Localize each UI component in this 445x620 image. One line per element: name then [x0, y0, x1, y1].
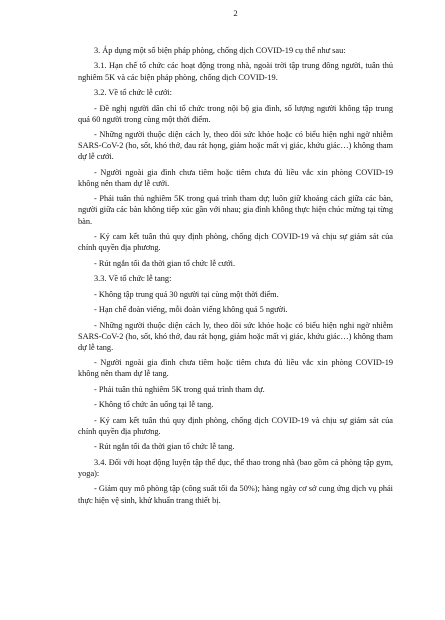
funeral-item-4: - Người ngoài gia đình chưa tiêm hoặc tiêm chưa đủ liều vắc xin phòng COVID-19 không nên tham dự lễ tang. [78, 358, 393, 379]
section-3-3-heading: 3.3. Về tổ chức lễ tang: [94, 274, 172, 284]
wedding-item-2: - Những người thuộc diện cách ly, theo dõi sức khỏe hoặc có biểu hiện nghi ngờ nhiễm SARS-CoV-2 (ho, sốt, khó thở, đau rát họng, giảm hoặc mất vị giác, khứu giác…) không tham dự lễ cưới. [78, 130, 393, 162]
wedding-item-5: - Ký cam kết tuân thủ quy định phòng, chống dịch COVID-19 và chịu sự giám sát của chính quyền địa phương. [78, 232, 393, 253]
funeral-item-6: - Không tổ chức ăn uống tại lễ tang. [94, 400, 214, 410]
funeral-item-1: - Không tập trung quá 30 người tại cùng một thời điểm. [94, 289, 279, 299]
funeral-item-2: - Hạn chế đoàn viếng, mỗi đoàn viếng không quá 5 người. [94, 305, 288, 315]
wedding-item-4: - Phải tuân thủ nghiêm 5K trong quá trình tham dự; luôn giữ khoảng cách giữa các bàn, người giữa các bàn không tiếp xúc gần với nhau; gia đình không thực hiện chúc mừng tại từng bàn. [78, 194, 393, 226]
funeral-item-5: - Phải tuân thủ nghiêm 5K trong quá trình tham dự. [94, 384, 265, 394]
section-3-1: 3.1. Hạn chế tổ chức các hoạt động trong nhà, ngoài trời tập trung đông người, tuân thủ nghiêm 5K và các biện pháp phòng, chống dịch COVID-19. [78, 61, 393, 82]
section-3-heading: 3. Áp dụng một số biện pháp phòng, chống dịch COVID-19 cụ thể như sau: [94, 46, 346, 55]
sports-item-1: - Giảm quy mô phòng tập (công suất tối đa 50%); hàng ngày cơ sở cung ứng dịch vụ phải thực hiện vệ sinh, khử khuẩn trang thiết bị. [78, 484, 393, 505]
wedding-item-1: - Đề nghị người dân chỉ tổ chức trong nội bộ gia đình, số lượng người không tập trung quá 60 người trong cùng một thời điểm. [78, 103, 393, 124]
section-3-2-heading: 3.2. Về tổ chức lễ cưới: [94, 88, 172, 98]
wedding-item-3: - Người ngoài gia đình chưa tiêm hoặc tiêm chưa đủ liều vắc xin phòng COVID-19 không nên tham dự lễ cưới. [78, 167, 393, 188]
funeral-item-8: - Rút ngắn tối đa thời gian tổ chức lễ tang. [94, 442, 235, 452]
funeral-item-7: - Ký cam kết tuân thủ quy định phòng, chống dịch COVID-19 và chịu sự giám sát của chính quyền địa phương. [78, 415, 393, 436]
section-3-4-heading: 3.4. Đối với hoạt động luyện tập thể dục, thể thao trong nhà (bao gồm cả phòng tập gym, yoga): [78, 457, 393, 478]
wedding-item-6: - Rút ngắn tối đa thời gian tổ chức lễ cưới. [94, 258, 236, 268]
page-number: 2 [233, 8, 238, 18]
funeral-item-3: - Những người thuộc diện cách ly, theo dõi sức khỏe hoặc có biểu hiện nghi ngờ nhiễm SARS-CoV-2 (ho, sốt, khó thở, đau rát họng, giảm hoặc mất vị giác, khứu giác…) không tham dự lễ tang. [78, 320, 393, 352]
